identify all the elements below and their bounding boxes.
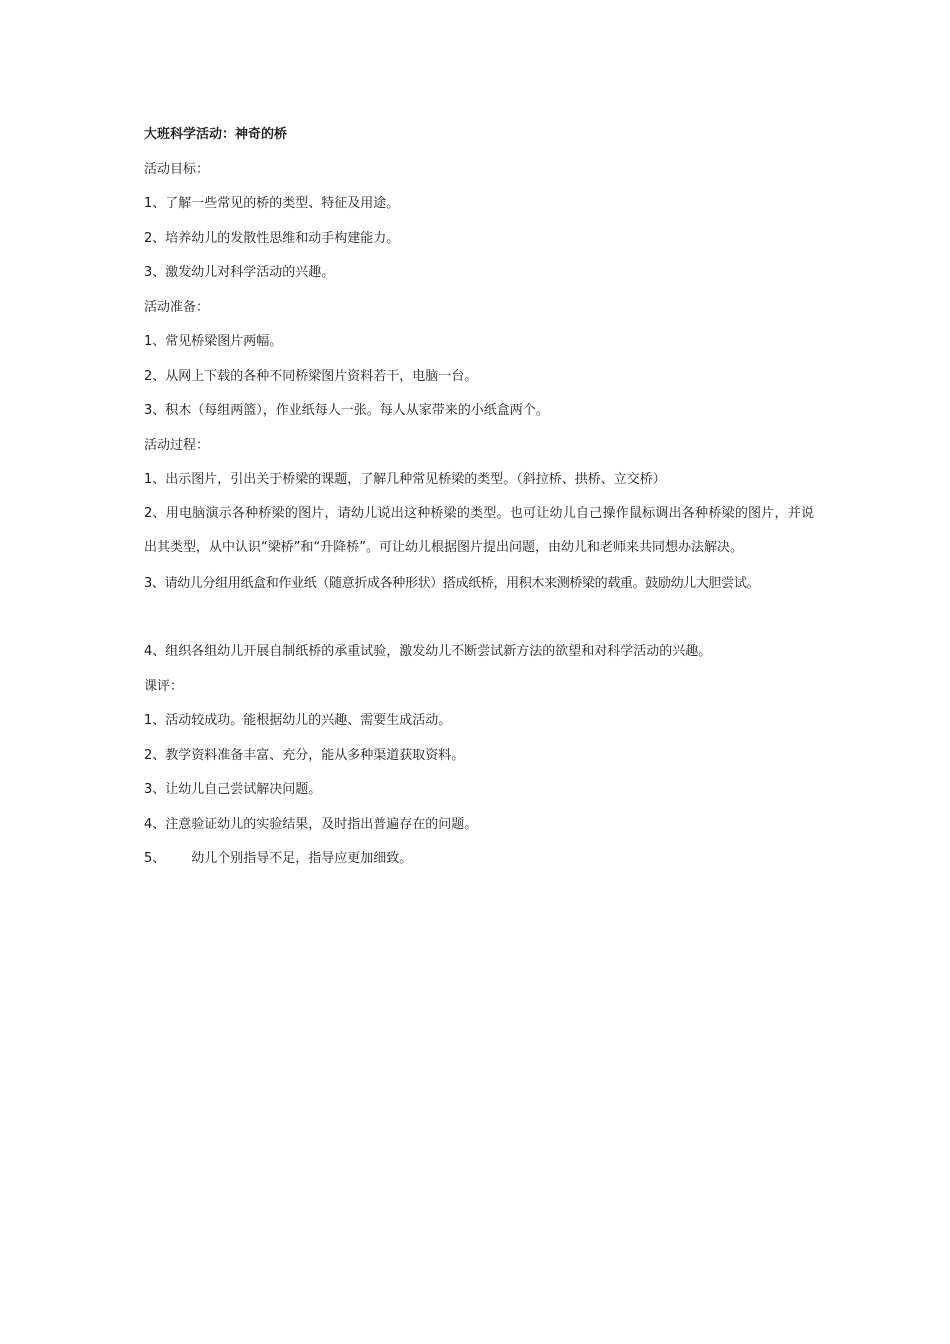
process-item: 4、组织各组幼儿开展自制纸桥的承重试验，激发幼儿不断尝试新方法的欲望和对科学活动的兴趣。 — [144, 644, 712, 659]
goals-heading: 活动目标： — [144, 161, 210, 177]
prep-item: 1、常见桥梁图片两幅。 — [144, 334, 283, 349]
document-page — [144, 126, 814, 885]
prep-item: 3、积木（每组两篮），作业纸每人一张。每人从家带来的小纸盒两个。 — [144, 403, 549, 418]
process-heading: 活动过程： — [144, 437, 210, 453]
goal-item: 2、培养幼儿的发散性思维和动手构建能力。 — [144, 230, 400, 246]
process-item: 1、出示图片，引出关于桥梁的课题，了解几种常见桥梁的类型。（斜拉桥、拱桥、立交桥） — [144, 472, 666, 487]
review-item: 4、注意验证幼儿的实验结果，及时指出普遍存在的问题。 — [144, 816, 478, 832]
prep-heading: 活动准备： — [144, 299, 210, 315]
document-title: 大班科学活动：神奇的桥 — [144, 127, 288, 142]
review-item — [144, 850, 814, 867]
review-item-number: 5、 — [144, 851, 166, 866]
review-heading: 课评： — [144, 678, 184, 694]
goal-item: 3、激发幼儿对科学活动的兴趣。 — [144, 265, 335, 280]
prep-item: 2、从网上下载的各种不同桥梁图片资料若干，电脑一台。 — [144, 368, 478, 384]
process-item: 3、请幼儿分组用纸盒和作业纸（随意折成各种形状）搭成纸桥，用积木来测桥梁的载重。鼓励幼儿大胆尝试。 — [144, 575, 760, 591]
goal-item: 1、了解一些常见的桥的类型、特征及用途。 — [144, 196, 400, 211]
review-item: 1、活动较成功。能根据幼儿的兴趣、需要生成活动。 — [144, 713, 452, 728]
blank-line — [144, 609, 814, 643]
review-item-text: 幼儿个别指导不足，指导应更加细致。 — [191, 851, 413, 866]
review-item: 2、教学资料准备丰富、充分，能从多种渠道获取资料。 — [144, 747, 465, 763]
review-item: 3、让幼儿自己尝试解决问题。 — [144, 782, 322, 797]
process-item: 2、用电脑演示各种桥梁的图片，请幼儿说出这种桥梁的类型。也可让幼儿自己操作鼠标调出各种桥梁的图片，并说出其类型，从中认识“梁桥”和“升降桥”。可让幼儿根据图片提出问题，由幼儿和老师来共同想办法解决。 — [144, 505, 814, 556]
